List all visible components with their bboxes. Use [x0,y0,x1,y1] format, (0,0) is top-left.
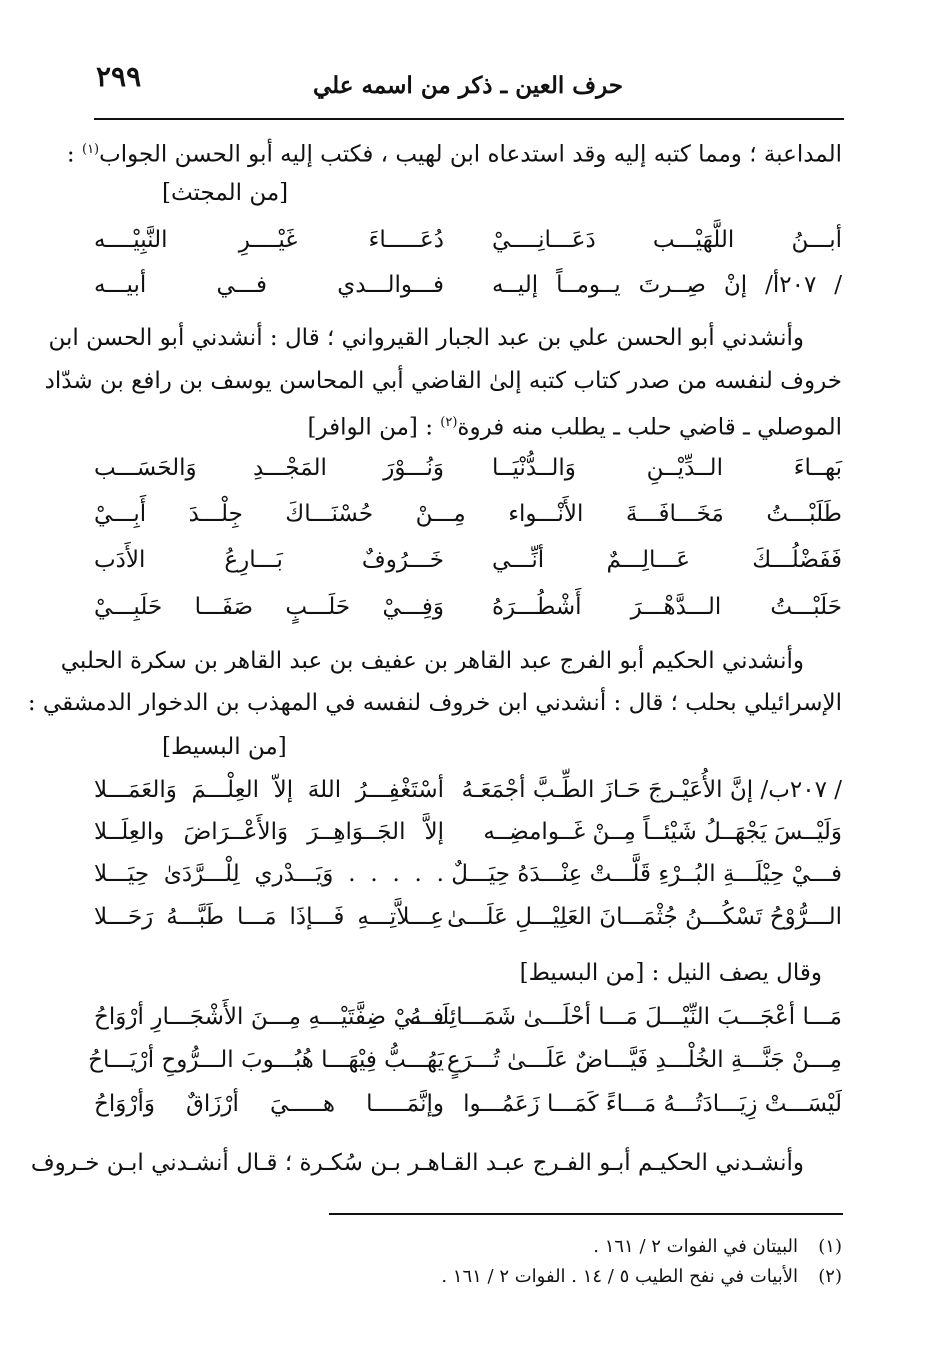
verse-hemistich-second: عِـــلاَّتِـــهِ فَـــإذَا مَـــا طَبَّـــهُ رَحَـــلا [94,904,444,930]
verse-row [94,543,842,579]
footnote-rule [329,1213,843,1215]
verse-row [94,773,842,809]
verse-hemistich-first: حَلَبْـــتُ الـــدَّهْـــرَ أَشْطُـــرَهُ [492,594,842,620]
verse-hemistich-first: / ٢٠٧أ/ إنْ صِــرتَ يــومــاً إليــه [492,272,843,298]
meter-label: [من البسيط] [162,734,287,760]
verse-hemistich-second: فـــوالـــدي فـــي أبيـــه [94,272,444,298]
footnote-number: (٢) [818,1266,842,1287]
verse-hemistich-second: إلاَّ الجَــوَاهِــرَ وَالأَعْــرَاضَ والعِلَــلا [94,819,444,845]
verse-hemistich-first: فـــيْ حِيْلَـــةِ البُــرْءِ قَلَّـــتْ عِنْـــدَهُ حِيَـــلٌ [451,861,842,887]
verse-row [88,1043,842,1079]
verse-row [94,1087,842,1123]
verse-hemistich-first: وَلَيْــسَ يَجْهَــلُ شَيْئــاً مِــنْ غَــوامضِــه [483,819,842,845]
footnote-ref: (١) [81,142,100,157]
verse-hemistich-first: فَفَضْلُـــكَ عَـــالِـــمٌ أنِّـــي [492,547,842,573]
page-number: ٢٩٩ [96,60,142,93]
verse-hemistich-second: فـــيْ ضِفَّتَيْـــهِ مِـــنَ الأَشْجَـــارِ أرْوَاحُ [94,1004,444,1030]
running-title: حرف العين ـ ذكر من اسمه علي [313,72,623,99]
verse-row [94,857,842,893]
verse-row [94,268,842,304]
paragraph-line: الموصلي ـ قاضي حلب ـ يطلب منه فروة$^{(٢)}$ : [من الوافر] [307,414,842,441]
paragraph-line: المداعبة ؛ ومما كتبه إليه وقد استدعاه ابن لهيب ، فكتب إليه أبو الحسن الجواب$^{(١)}$ : [66,141,842,168]
header-rule [94,118,844,120]
verse-hemistich-second: وَفِـــيْ حَلَـــبٍ صَفَـــا حَلَبِـــيْ [94,594,444,620]
footnote [94,1264,842,1290]
verse-hemistich-first: لَيْسَـــتْ زِيَـــادَتُـــهُ مَـــاءً كَمَـــا زَعَمُـــوا [463,1091,842,1117]
verse-hemistich-first: مِـــنْ جَنَّـــةِ الخُلْـــدِ فَيَّـــاضٌ عَلَـــىٰ تُـــرَعٍ [446,1047,842,1073]
verse-hemistich-second: . . . . . وَيَـــدْري لِلْـــرَّدَىٰ حِيَـــلا [94,861,444,887]
footnote-number: (١) [818,1236,842,1257]
verse-hemistich-second: أسْتَغْفِـــرُ اللهَ إلاّ العِلْـــمَ وَالعَمَـــلا [94,777,444,803]
meter-label: [من المجتث] [162,180,289,206]
paragraph-line: وقال يصف النيل : [من البسيط] [519,960,822,986]
verse-hemistich-first: مَـــا أعْجَـــبَ النِّيْـــلَ مَـــا أحْلَـــىٰ شَمَـــائِلَـــهُ [409,1004,842,1030]
page-header [94,58,842,116]
verse-row [94,590,842,626]
paragraph-line: الإسرائيلي بحلب ؛ قال : أنشدني ابن خروف لنفسه في المهذب بن الدخوار الدمشقي : [27,690,842,716]
verse-hemistich-second: وإنَّمَـــــا هـــــيَ أرْزَاقٌ وَأرْوَاحُ [94,1091,444,1117]
paragraph-line: وأنشدني الحكيم أبو الفرج عبد القاهر بن عفيف بن عبد القاهر بن سكرة الحلبي [60,648,804,674]
footnote [94,1234,842,1260]
footnote-text: البيتان في الفوات ٢ / ١٦١ . [593,1236,798,1257]
verse-hemistich-first: الـــرُّوْحُ تَسْكُـــنُ جُثْمَـــانَ العَلِيْـــلِ عَلَـــىٰ [447,904,842,930]
footnote-ref: (٢) [440,415,458,430]
verse-hemistich-second: يَهُـــبُّ فِيْهَـــا هُبُـــوبَ الـــرُّوحِ أرْيَـــاحُ [88,1047,444,1073]
verse-hemistich-full: طَلَبْـــتُ مَخَـــافَـــةَ الأَنْـــواء مِـــنْ حُسْنَـــاكَ جِلْـــدَ أَبِـــيْ [94,501,842,527]
verse-row [94,1000,842,1036]
verse-hemistich-first: بَهــاءَ الــدِّيْــنِ وَالــدُّنْيَــا [492,455,842,481]
verse-hemistich-first: / ٢٠٧ب/ إنَّ الأُعَيْـرجَ حَـازَ الطِّـبَّ أجْمَعَـهُ [461,777,842,803]
verse-hemistich-second: خَـــرُوفٌ بَـــارِعُ الأَدَب [94,547,444,573]
verse-row [94,497,842,533]
paragraph-line: وأنشدني أبو الحسن علي بن عبد الجبار القيرواني ؛ قال : أنشدني أبو الحسن ابن [48,325,804,351]
verse-row [94,815,842,851]
verse-row [94,451,842,487]
paragraph-line: وأنشـدني الحكيـم أبـو الفـرج عبـد القـاهـر بـن سُكـرة ؛ قـال أنشـدني ابـن خـروف [30,1150,804,1176]
verse-hemistich-second: دُعَـــــاءَ غَيْــــرِ النَّبِيْــــه [94,227,444,253]
paragraph-line: خروف لنفسه من صدر كتاب كتبه إلىٰ القاضي أبي المحاسن يوسف بن رافع بن شدّاد [44,368,842,394]
verse-row [94,223,842,259]
verse-row [94,900,842,936]
footnote-text: الأبيات في نفح الطيب ٥ / ١٤ . الفوات ٢ / ١٦١ . [441,1266,798,1287]
verse-hemistich-second: وَنُـــوْرَ المَجْـــدِ وَالحَسَـــب [94,455,444,481]
verse-hemistich-first: أبـــنُ اللَّهَيْـــب دَعَـــانِــــيْ [492,227,842,253]
